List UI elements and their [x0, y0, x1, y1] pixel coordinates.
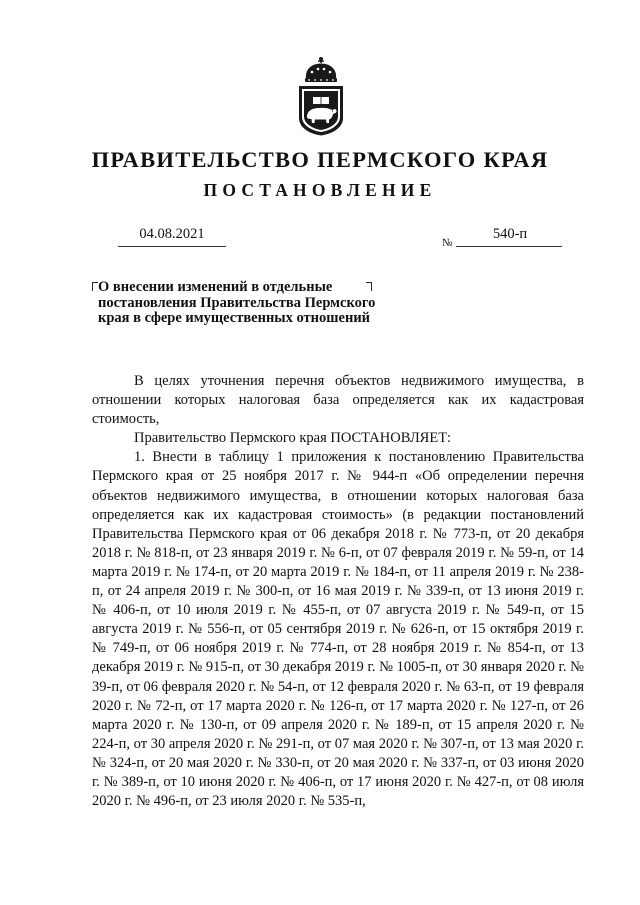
subject-line-2: постановления Правительства Пермского: [98, 294, 376, 311]
document-number: 540-п: [492, 226, 528, 242]
item-1-paragraph: 1. Внести в таблицу 1 приложения к постановлению Правительства Пермского края от 25 ноября 2017 г. № 944-п «Об определении перечня объектов недвижимого имущества, в отношении которых налоговая база определяется как их кадастровая стоимость» (в редакции постановлений Правительства Пермского края от 06 декабря 2018 г. № 773-п, от 20 декабря 2018 г. № 818-п, от 23 января 2019 г. № 6-п, от 07 февраля 2019 г. № 59-п, от 14 марта 2019 г. № 174-п, от 20 марта 2019 г. № 184-п, от 11 апреля 2019 г. № 238-п, от 24 апреля 2019 г. № 300-п, от 16 мая 2019 г. № 339-п, от 13 июня 2019 г. № 406-п, от 10 июля 2019 г. № 455-п, от 07 августа 2019 г. № 549-п, от 15 августа 2019 г. № 556-п, от 05 сентября 2019 г. № 626-п, от 15 октября 2019 г. № 749-п, от 06 ноября 2019 г. № 774-п, от 28 ноября 2019 г. № 854-п, от 13 декабря 2019 г. № 915-п, от 30 декабря 2019 г. № 1005-п, от 30 января 2020 г. № 39-п, от 06 февраля 2020 г. № 54-п, от 12 февраля 2020 г. № 63-п, от 19 февраля 2020 г. № 72-п, от 17 марта 2020 г. № 126-п, от 17 марта 2020 г. № 127-п, от 26 марта 2020 г. № 130-п, от 09 апреля 2020 г. № 189-п, от 15 апреля 2020 г. № 224-п, от 30 апреля 2020 г. № 291-п, от 07 мая 2020 г. № 307-п, от 13 мая 2020 г. № 324-п, от 20 мая 2020 г. № 330-п, от 20 мая 2020 г. № 337-п, от 03 июня 2020 г. № 389-п, от 10 июня 2020 г. № 406-п, от 17 июня 2020 г. № 427-п, от 08 июля 2020 г. № 496-п, от 23 июля 2020 г. № 535-п,: [92, 449, 584, 810]
government-title: ПРАВИТЕЛЬСТВО ПЕРМСКОГО КРАЯ: [91, 147, 549, 172]
number-sign: №: [442, 237, 453, 249]
document-number-box: [456, 226, 562, 247]
subject-line-3: края в сфере имущественных отношений: [98, 310, 371, 326]
document-body: [92, 372, 584, 811]
document-subject: [98, 280, 398, 327]
decree-paragraph: Правительство Пермского края ПОСТАНОВЛЯЕТ:: [134, 430, 452, 447]
document-type: ПОСТАНОВЛЕНИЕ: [203, 180, 437, 200]
subject-line-1: О внесении изменений в отдельные: [98, 279, 333, 295]
preamble-paragraph: В целях уточнения перечня объектов недвижимого имущества, в отношении которых налоговая база определяется как их кадастровая стоимость,: [92, 373, 584, 428]
document-date-field: [118, 226, 226, 247]
perm-krai-coat-of-arms-icon: [296, 56, 346, 136]
document-date: 04.08.2021: [139, 226, 205, 242]
date-underline: [118, 246, 226, 247]
number-underline: [456, 246, 562, 247]
